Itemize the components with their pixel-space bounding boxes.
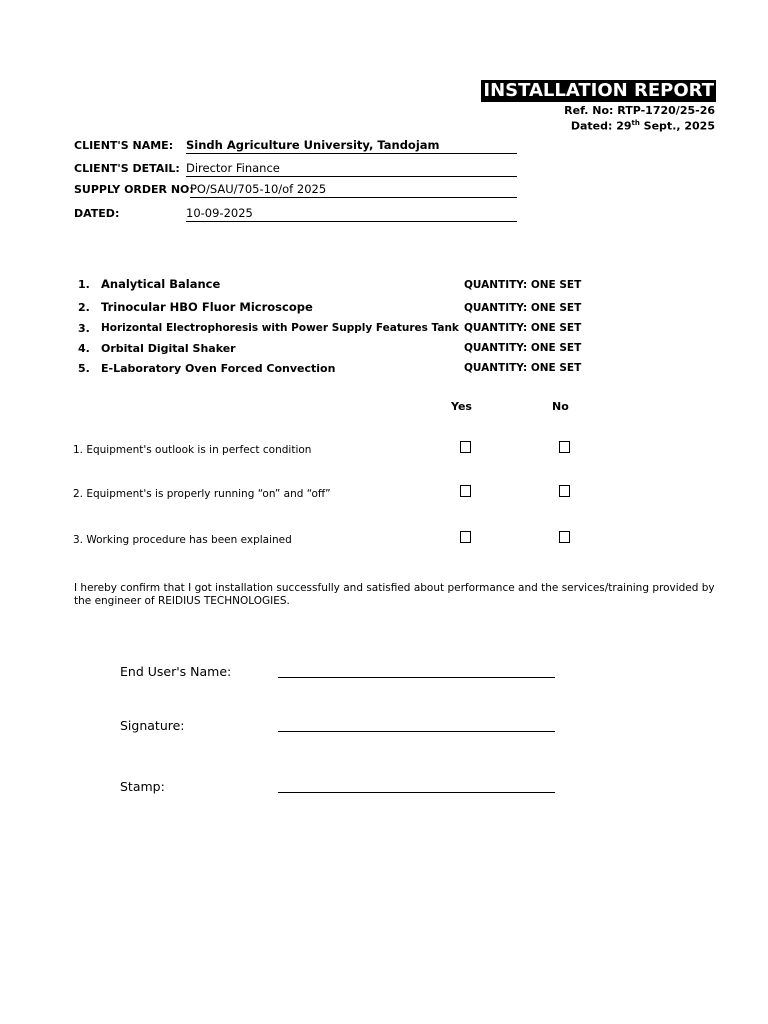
end-user-name-line[interactable] <box>278 677 555 678</box>
item-quantity: QUANTITY: ONE SET <box>464 362 582 374</box>
no-checkbox[interactable] <box>559 531 570 543</box>
no-column-header: No <box>552 400 569 413</box>
yes-checkbox[interactable] <box>460 531 471 543</box>
report-date <box>571 119 715 133</box>
item-quantity: QUANTITY: ONE SET <box>464 302 582 314</box>
confirmation-statement: I hereby confirm that I got installation successfully and satisfied about performance and the services/training provided by the engineer of REIDIUS TECHNOLOGIES. <box>74 582 715 607</box>
item-number: 1. <box>78 278 90 291</box>
item-quantity: QUANTITY: ONE SET <box>464 279 582 291</box>
report-date-suffix: Sept., 2025 <box>639 119 715 133</box>
supply-order-value: PO/SAU/705-10/of 2025 <box>190 182 517 198</box>
client-name-value: Sindh Agriculture University, Tandojam <box>186 138 517 154</box>
report-date-sup: th <box>631 119 640 127</box>
no-checkbox[interactable] <box>559 485 570 497</box>
order-date-value: 10-09-2025 <box>186 206 517 222</box>
stamp-label: Stamp: <box>120 779 165 794</box>
item-name: E-Laboratory Oven Forced Convection <box>101 362 336 375</box>
item-number: 5. <box>78 362 90 375</box>
item-number: 3. <box>78 322 90 335</box>
no-checkbox[interactable] <box>559 441 570 453</box>
item-quantity: QUANTITY: ONE SET <box>464 322 582 334</box>
item-name: Orbital Digital Shaker <box>101 342 236 355</box>
item-quantity: QUANTITY: ONE SET <box>464 342 582 354</box>
item-name: Analytical Balance <box>101 277 221 291</box>
client-name-label: CLIENT'S NAME: <box>74 139 174 152</box>
signature-label: Signature: <box>120 718 185 733</box>
item-name: Horizontal Electrophoresis with Power Supply Features Tank <box>101 322 459 334</box>
reference-number: Ref. No: RTP-1720/25-26 <box>564 104 715 117</box>
order-date-label: DATED: <box>74 207 120 220</box>
client-detail-value: Director Finance <box>186 161 517 177</box>
report-title: INSTALLATION REPORT <box>483 80 714 101</box>
checklist-question: 3. Working procedure has been explained <box>73 534 292 546</box>
item-number: 2. <box>78 301 90 314</box>
yes-column-header: Yes <box>451 400 472 413</box>
item-number: 4. <box>78 342 90 355</box>
checklist-question: 2. Equipment's is properly running “on” and “off” <box>73 488 331 500</box>
signature-line[interactable] <box>278 731 555 732</box>
end-user-name-label: End User's Name: <box>120 664 232 679</box>
item-name: Trinocular HBO Fluor Microscope <box>101 300 313 314</box>
checklist-question: 1. Equipment's outlook is in perfect condition <box>73 444 312 456</box>
report-date-prefix: Dated: 29 <box>570 119 632 133</box>
stamp-line[interactable] <box>278 792 555 793</box>
yes-checkbox[interactable] <box>460 485 471 497</box>
yes-checkbox[interactable] <box>460 441 471 453</box>
supply-order-label: SUPPLY ORDER NO: <box>74 183 194 196</box>
client-detail-label: CLIENT'S DETAIL: <box>74 162 180 175</box>
